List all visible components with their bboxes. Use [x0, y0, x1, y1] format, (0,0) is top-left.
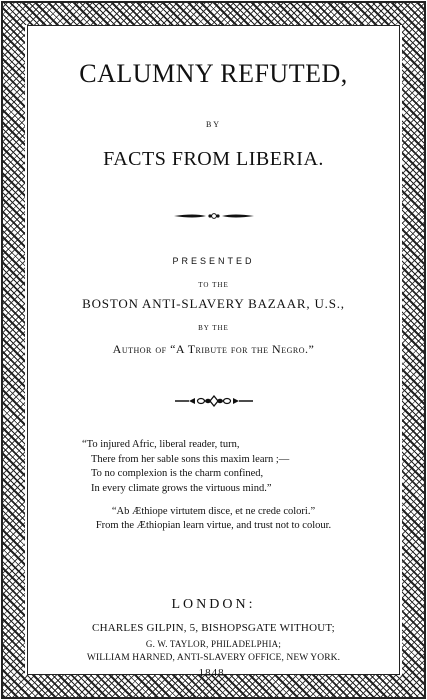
epigraph-verse	[82, 438, 289, 496]
verse-line: There from her sable sons this maxim learn ;—	[91, 453, 290, 465]
decorative-chain-svg	[175, 395, 253, 407]
translation-line: From the Æthiopian learn virtue, and trust not to colour.	[95, 520, 332, 531]
by-the-label: BY THE	[198, 324, 229, 332]
book-subtitle: FACTS FROM LIBERIA.	[103, 148, 324, 170]
dedicatee: BOSTON ANTI-SLAVERY BAZAAR, U.S.,	[82, 296, 345, 311]
publisher-line: CHARLES GILPIN, 5, BISHOPSGATE WITHOUT;	[92, 622, 335, 634]
verse-line: To no complexion is the charm confined,	[91, 468, 264, 479]
presented-label: PRESENTED	[172, 256, 255, 266]
latin-line: “Ab Æthiope virtutem disce, et ne crede colori.”	[111, 506, 316, 517]
decorative-chain-rule-icon	[27, 395, 400, 407]
publication-year: 1848.	[198, 667, 229, 679]
verse-line: In every climate grows the virtuous mind.”	[91, 482, 272, 494]
publisher-line: WILLIAM HARNED, ANTI-SLAVERY OFFICE, NEW YORK.	[86, 653, 341, 663]
latin-epigraph	[27, 505, 400, 533]
publisher-line: G. W. TAYLOR, PHILADELPHIA;	[145, 639, 282, 649]
to-the-label: TO THE	[198, 281, 229, 289]
imprint-city: LONDON:	[171, 597, 256, 612]
verse-line: “To injured Afric, liberal reader, turn,	[82, 439, 240, 450]
by-line: BY	[205, 120, 222, 129]
decorative-rule-icon	[27, 210, 400, 222]
decorative-rule-svg	[174, 211, 254, 221]
book-title: CALUMNY REFUTED,	[79, 59, 348, 88]
author-line: Author of “A Tribute for the Negro.”	[112, 342, 315, 356]
title-page-content	[27, 25, 400, 679]
